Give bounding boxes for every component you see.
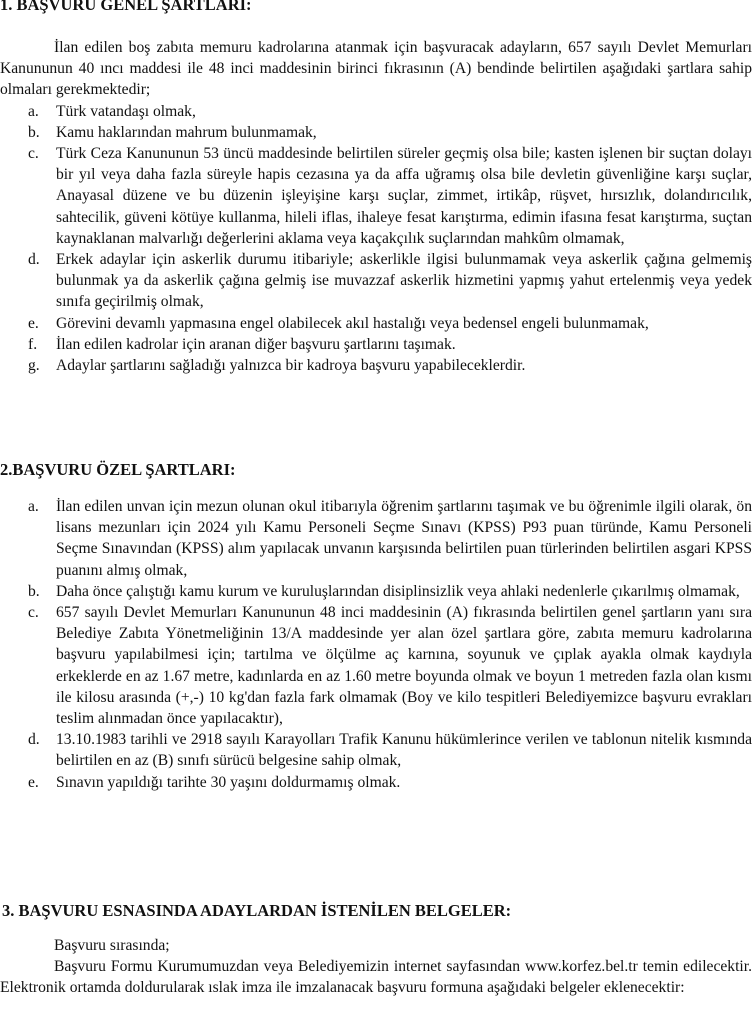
list-item (0, 355, 752, 376)
item-text: Erkek adaylar için askerlik durumu itibariyle; askerlikle ilgisi bulunmamak veya askerlik çağına gelmemiş bulunmak ya da askerlik çağına gelmiş ise muvazzaf askerlik hizmetini yapmış yahut ertelenmiş veya yedek sınıfa geçirilmiş olmak, (56, 251, 752, 311)
section2-heading: 2.BAŞVURU ÖZEL ŞARTLARI: (0, 460, 236, 479)
item-text: Görevini devamlı yapmasına engel olabilecek akıl hastalığı veya bedensel engeli bulunmamak, (56, 314, 649, 332)
list-item (0, 581, 752, 602)
section3-line2: Başvuru Formu Kurumumuzdan veya Belediyemizin internet sayfasından www.korfez.bel.tr temin edilecektir. Elektronik ortamda doldurularak ıslak imza ile imzalanacak başvuru formuna aşağıdaki belgeler eklenecektir: (0, 958, 752, 997)
list-item (0, 334, 752, 355)
item-label: a. (28, 498, 39, 515)
list-item (0, 602, 752, 729)
item-label: e. (28, 314, 39, 332)
item-label: a. (28, 102, 39, 120)
section1-body (0, 37, 752, 376)
item-label: d. (28, 731, 40, 749)
item-text: Adaylar şartlarını sağladığı yalnızca bir kadroya başvuru yapabileceklerdir. (56, 357, 526, 375)
section3-line1: Başvuru sırasında; (54, 937, 170, 954)
item-text: Daha önce çalıştığı kamu kurum ve kuruluşlarından disiplinsizlik veya ahlaki nedenlerle çıkarılmış olmamak, (56, 582, 740, 600)
item-text: İlan edilen kadrolar için aranan diğer başvuru şartlarını taşımak. (56, 335, 456, 353)
section1-heading: 1. BAŞVURU GENEL ŞARTLARI: (0, 0, 252, 14)
item-label: b. (28, 582, 40, 600)
list-item (0, 122, 752, 143)
item-label: b. (28, 123, 40, 141)
item-label: c. (28, 145, 39, 163)
list-item (0, 313, 752, 334)
list-item (0, 101, 752, 122)
section3-body (0, 935, 752, 999)
item-label: c. (28, 604, 39, 622)
list-item (0, 143, 752, 249)
section1-list (0, 101, 752, 377)
item-label: d. (28, 251, 40, 269)
section1-intro: İlan edilen boş zabıta memuru kadrolarına atanmak için başvuracak adayların, 657 sayılı Devlet Memurları Kanununun 40 ıncı maddesi ile 48 inci maddesinin birinci fıkrasının (A) bendinde belirtilen aşağıdaki şartlara sahip olmaları gerekmektedir; (0, 39, 752, 99)
list-item (0, 729, 752, 771)
list-item (0, 772, 752, 793)
item-label: f. (28, 335, 38, 353)
section2-list (0, 496, 752, 793)
item-text: Türk Ceza Kanununun 53 üncü maddesinde belirtilen süreler geçmiş olsa bile; kasten işlenen bir suçtan dolayı bir yıl veya daha fazla süreyle hapis cezasına ya da affa uğramış olsa bile devletin güvenliğine karşı suçlar, Anayasal düzene ve bu düzenin işleyişine karşı suçlar, zimmet, irtikâp, rüşvet, hırsızlık, dolandırıcılık, sahtecilik, güveni kötüye kullanma, hileli iflas, ihaleye fesat karıştırma, edimin ifasına fesat karıştırma, suçtan kaynaklanan malvarlığı değerlerini aklama veya kaçakçılık suçlarından mahkûm olmamak, (56, 145, 752, 247)
item-text: 657 sayılı Devlet Memurları Kanununun 48 inci maddesinin (A) fıkrasında belirtilen genel şartların yanı sıra Belediye Zabıta Yönetmeliğinin 13/A maddesinde yer alan özel şartlara göre, zabıta memuru kadrolarına başvuru yapılabilmesi için; tartılma ve ölçülme aç karnına, soyunuk ve çıplak ayakla olmak kaydıyla erkeklerde en az 1.67 metre, kadınlarda en az 1.60 metre boyunda olmak ve boyun 1 metreden fazla olan kısmı ile kilosu arasında (+,-) 10 kg'dan fazla fark olmamak (Boy ve kilo tespitleri Belediyemizce başvuru evrakları teslim alınmadan önce yapılacaktır), (56, 604, 752, 728)
item-text: Kamu haklarından mahrum bulunmamak, (56, 123, 317, 141)
section3-heading: 3. BAŞVURU ESNASINDA ADAYLARDAN İSTENİLEN BELGELER: (2, 901, 512, 920)
item-label: e. (28, 773, 39, 791)
item-text: 13.10.1983 tarihli ve 2918 sayılı Karayolları Trafik Kanunu hükümlerince verilen ve tablonun nitelik kısmında belirtilen en az (B) sınıfı sürücü belgesine sahip olmak, (56, 731, 752, 770)
section2-body (0, 496, 752, 793)
list-item (0, 496, 752, 581)
list-item (0, 249, 752, 313)
item-text: Türk vatandaşı olmak, (56, 102, 196, 120)
item-text: Sınavın yapıldığı tarihte 30 yaşını doldurmamış olmak. (56, 773, 401, 791)
item-label: g. (28, 357, 40, 375)
item-text: İlan edilen unvan için mezun olunan okul itibarıyla öğrenim şartlarını taşımak ve bu öğrenimle ilgili olarak, ön lisans mezunları için 2024 yılı Kamu Personeli Seçme Sınavı (KPSS) P93 puan türünde, Kamu Personeli Seçme Sınavından (KPSS) alım yapılacak unvanın karşısında belirtilen puan türlerinden belirtilen asgari KPSS puanını almış olmak, (56, 498, 752, 579)
